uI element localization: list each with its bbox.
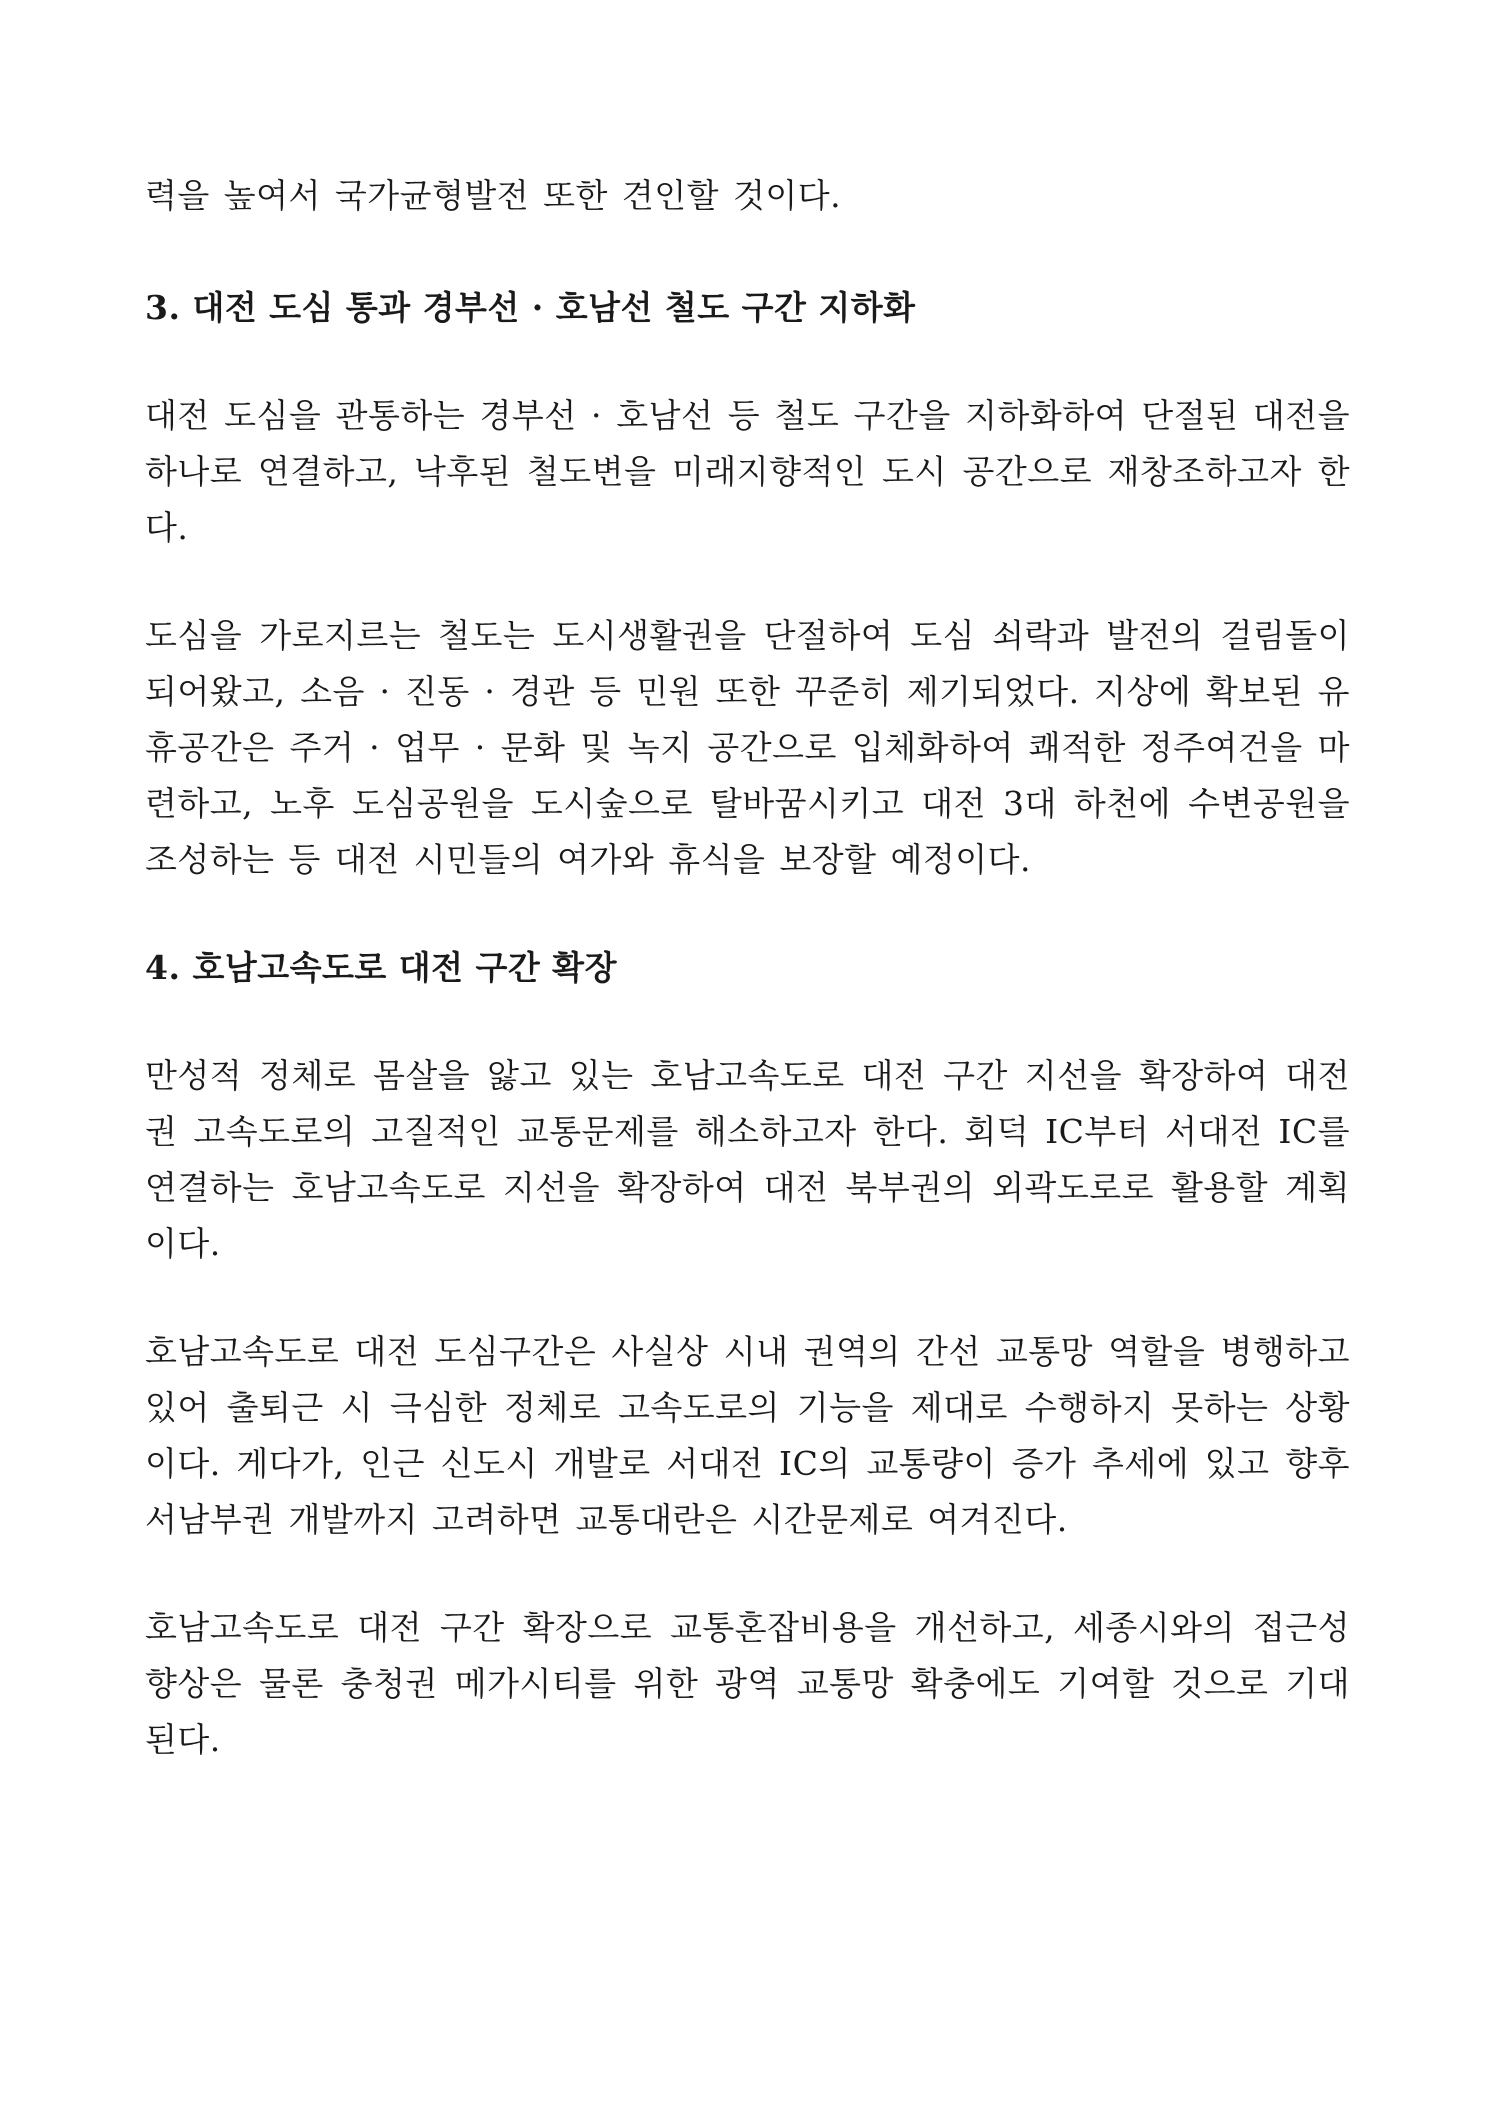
- section-4-paragraph-2: 호남고속도로 대전 도심구간은 사실상 시내 권역의 간선 교통망 역할을 병행하고 있어 출퇴근 시 극심한 정체로 고속도로의 기능을 제대로 수행하지 못하는 상황이다. 게다가, 인근 신도시 개발로 서대전 IC의 교통량이 증가 추세에 있고 향후 서남부권 개발까지 고려하면 교통대란은 시간문제로 여겨진다.: [145, 1332, 1350, 1539]
- section-3-heading: 3. 대전 도심 통과 경부선 · 호남선 철도 구간 지하화: [145, 288, 916, 327]
- section-3-paragraph-1: 대전 도심을 관통하는 경부선 · 호남선 등 철도 구간을 지하화하여 단절된 대전을 하나로 연결하고, 낙후된 철도변을 미래지향적인 도시 공간으로 재창조하고자 한다.: [145, 396, 1350, 547]
- section-4-paragraph-3: 호남고속도로 대전 구간 확장으로 교통혼잡비용을 개선하고, 세종시와의 접근성 향상은 물론 충청권 메가시티를 위한 광역 교통망 확충에도 기여할 것으로 기대된다.: [145, 1608, 1350, 1759]
- section-4-paragraph-1: 만성적 정체로 몸살을 앓고 있는 호남고속도로 대전 구간 지선을 확장하여 대전권 고속도로의 고질적인 교통문제를 해소하고자 한다. 회덕 IC부터 서대전 IC를 연결하는 호남고속도로 지선을 확장하여 대전 북부권의 외곽도로로 활용할 계획이다.: [145, 1056, 1350, 1263]
- section-4-heading: 4. 호남고속도로 대전 구간 확장: [145, 948, 617, 987]
- section-3-paragraph-2: 도심을 가로지르는 철도는 도시생활권을 단절하여 도심 쇠락과 발전의 걸림돌이 되어왔고, 소음 · 진동 · 경관 등 민원 또한 꾸준히 제기되었다. 지상에 확보된 유휴공간은 주거 · 업무 · 문화 및 녹지 공간으로 입체화하여 쾌적한 정주여건을 마련하고, 노후 도심공원을 도시숲으로 탈바꿈시키고 대전 3대 하천에 수변공원을 조성하는 등 대전 시민들의 여가와 휴식을 보장할 예정이다.: [145, 616, 1350, 879]
- document-body: [145, 168, 1350, 1768]
- continuation-paragraph: 력을 높여서 국가균형발전 또한 견인할 것이다.: [145, 176, 842, 215]
